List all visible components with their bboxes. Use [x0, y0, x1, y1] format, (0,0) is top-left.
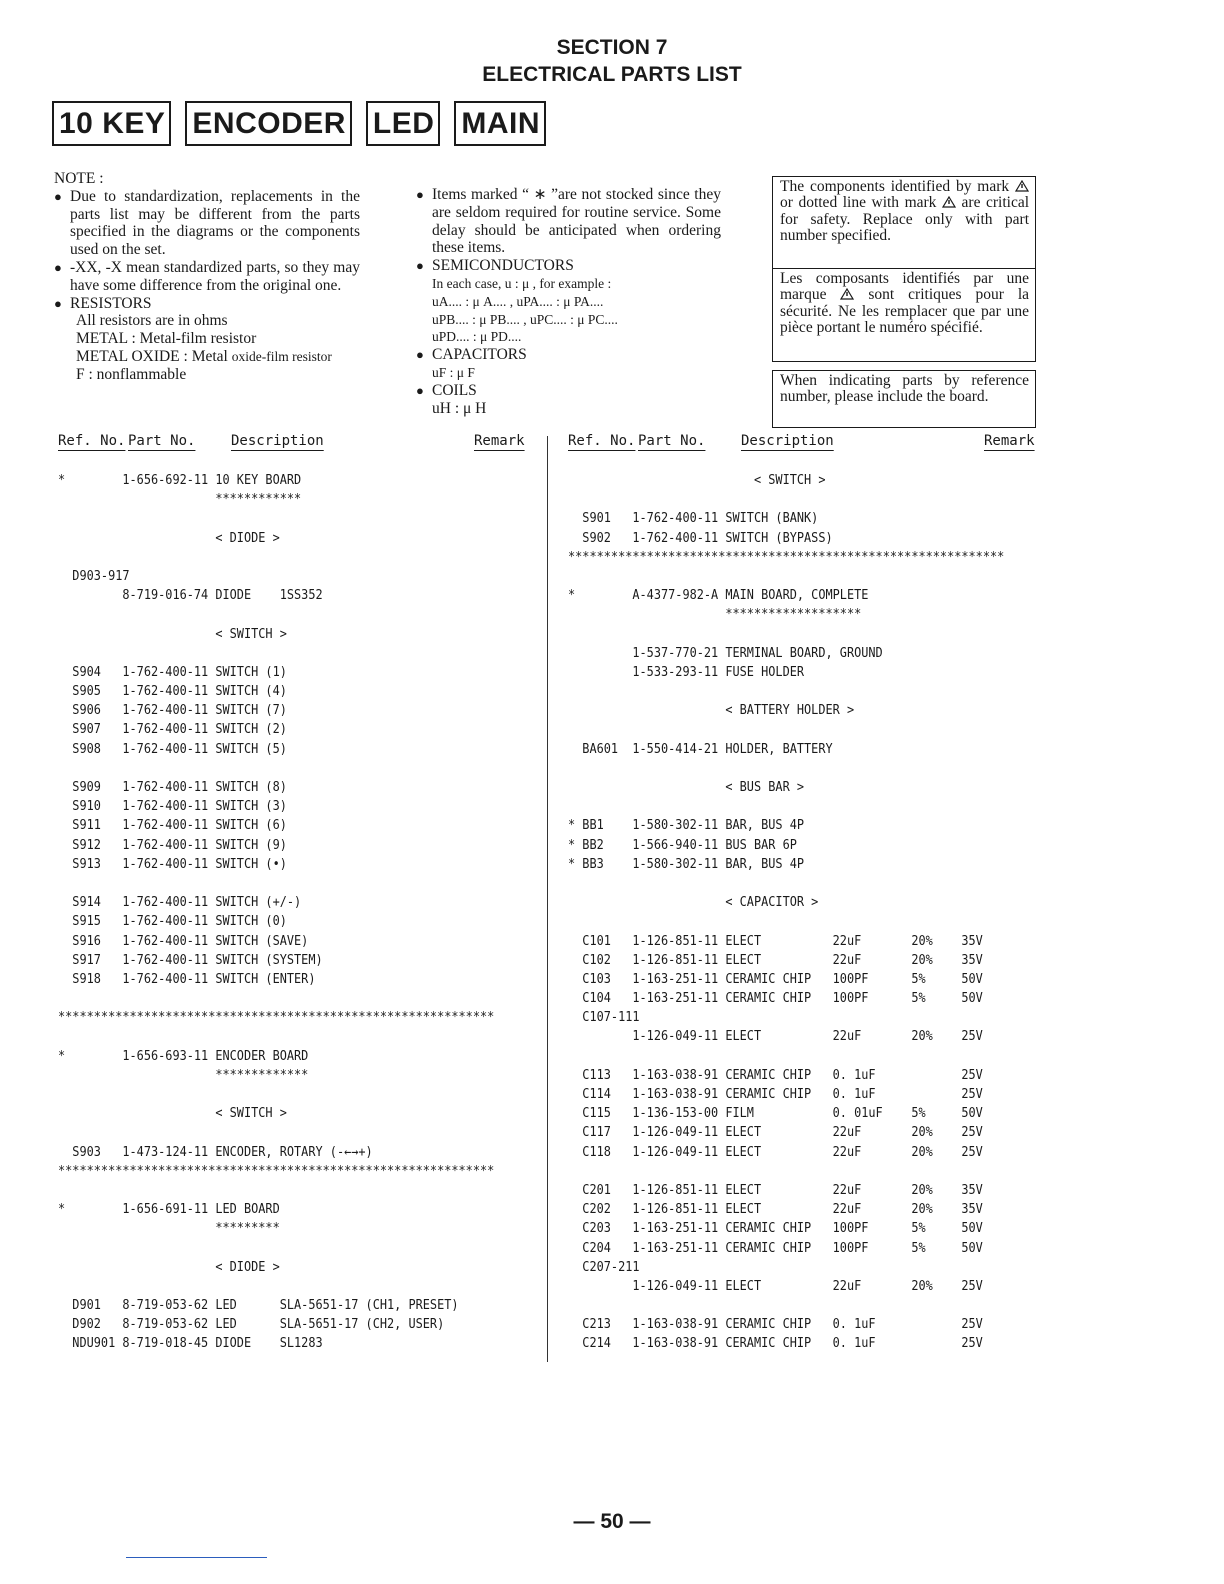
parts-row: C203 1-163-251-11 CERAMIC CHIP 100PF 5% 50V: [568, 1220, 983, 1237]
parts-row: S908 1-762-400-11 SWITCH (5): [58, 740, 287, 757]
parts-row: C118 1-126-049-11 ELECT 22uF 20% 25V: [568, 1143, 983, 1160]
parts-row: [568, 490, 1004, 509]
bullet-icon: ●: [54, 295, 62, 311]
right-header-part: Part No.: [638, 433, 706, 449]
parts-row: C107-111: [568, 1009, 640, 1026]
right-header-ref: Ref. No.: [568, 433, 636, 449]
reference-notice: When indicating parts by reference number, please include the board.: [772, 370, 1036, 428]
parts-row: *********: [58, 1220, 280, 1237]
parts-row: [568, 797, 1004, 816]
parts-row: * 1-656-692-11 10 KEY BOARD: [58, 472, 302, 488]
left-header-part: Part No.: [128, 433, 196, 449]
parts-row: [58, 759, 494, 778]
warning-triangle-icon: [942, 196, 956, 208]
board-tabs: [52, 101, 546, 146]
bullet-icon: ●: [416, 382, 424, 398]
parts-row: C102 1-126-851-11 ELECT 22uF 20% 35V: [568, 951, 983, 968]
parts-row: < SWITCH >: [568, 472, 826, 488]
note-semi-line-3: uPB.... : μ PB.... , uPC.... : μ PC....: [432, 311, 618, 327]
note-standardization: Due to standardization, replacements in the parts list may be different from the parts specified in the diagrams or the components used on the set.: [70, 187, 360, 259]
parts-row: S914 1-762-400-11 SWITCH (+/-): [58, 894, 302, 911]
parts-row: [568, 1296, 1004, 1315]
note-capacitors-heading: CAPACITORS: [432, 346, 527, 364]
parts-row: S915 1-762-400-11 SWITCH (0): [58, 913, 287, 930]
parts-row: S916 1-762-400-11 SWITCH (SAVE): [58, 932, 309, 949]
note-standardized-parts: -XX, -X mean standardized parts, so they may have some difference from the original one.: [70, 258, 360, 294]
parts-row: < BATTERY HOLDER >: [568, 702, 855, 719]
parts-row: 1-126-049-11 ELECT 22uF 20% 25V: [568, 1028, 983, 1045]
note-not-stocked: Items marked “ ∗ ”are not stocked since they are seldom required for routine service. Some delay should be anticipated when ordering these items.: [432, 186, 721, 257]
parts-row: S911 1-762-400-11 SWITCH (6): [58, 817, 287, 834]
parts-row: * 1-656-691-11 LED BOARD: [58, 1201, 280, 1218]
notes-middle: [416, 186, 721, 417]
parts-row: [568, 625, 1004, 644]
column-divider: [547, 436, 548, 1362]
parts-row: [58, 1085, 494, 1104]
right-header-remark: Remark: [984, 433, 1035, 449]
parts-row: [58, 1181, 494, 1200]
safety-notice-en: The components identified by mark or dotted line with mark are critical for safety. Replace only with part number specified.: [772, 176, 1036, 269]
parts-row: S901 1-762-400-11 SWITCH (BANK): [568, 510, 819, 527]
tab-led: LED: [366, 101, 441, 146]
parts-row: [568, 759, 1004, 778]
bullet-icon: ●: [416, 258, 424, 274]
note-coils-unit: uH : μ H: [432, 399, 487, 417]
left-header-remark: Remark: [474, 433, 525, 449]
parts-row: *************************************************************: [568, 548, 1005, 565]
parts-row: [58, 548, 494, 567]
parts-list-left: [58, 471, 494, 1354]
note-resistors-oxide: METAL OXIDE : Metal oxide-film resistor: [76, 347, 332, 365]
parts-row: [568, 682, 1004, 701]
parts-row: 8-719-016-74 DIODE 1SS352: [58, 587, 323, 604]
note-capacitors-unit: uF : μ F: [432, 364, 475, 380]
page-number: — 50 —: [573, 1510, 651, 1533]
parts-row: [58, 874, 494, 893]
warning-triangle-icon: [1015, 180, 1029, 192]
link-underline: [126, 1557, 267, 1558]
parts-row: [568, 874, 1004, 893]
parts-row: 1-537-770-21 TERMINAL BOARD, GROUND: [568, 644, 883, 661]
parts-row: S904 1-762-400-11 SWITCH (1): [58, 663, 287, 680]
parts-row: C202 1-126-851-11 ELECT 22uF 20% 35V: [568, 1201, 983, 1218]
parts-row: D902 8-719-053-62 LED SLA-5651-17 (CH2, USER): [58, 1316, 445, 1333]
parts-row: [568, 567, 1004, 586]
parts-row: S917 1-762-400-11 SWITCH (SYSTEM): [58, 951, 323, 968]
parts-row: 1-533-293-11 FUSE HOLDER: [568, 663, 805, 680]
parts-row: S907 1-762-400-11 SWITCH (2): [58, 721, 287, 738]
parts-row: *************************************************************: [58, 1009, 495, 1026]
parts-row: *************************************************************: [58, 1162, 495, 1179]
parts-row: [568, 912, 1004, 931]
tab-encoder: ENCODER: [185, 101, 352, 146]
left-header-description: Description: [231, 433, 324, 449]
notes-left: [54, 170, 360, 384]
bullet-icon: ●: [54, 188, 62, 204]
parts-row: < BUS BAR >: [568, 779, 805, 795]
parts-row: [58, 1239, 494, 1258]
parts-row: * A-4377-982-A MAIN BOARD, COMPLETE: [568, 587, 869, 604]
parts-row: NDU901 8-719-018-45 DIODE SL1283: [58, 1335, 323, 1352]
bullet-icon: ●: [416, 347, 424, 363]
note-heading: NOTE :: [54, 170, 104, 187]
parts-row: S905 1-762-400-11 SWITCH (4): [58, 683, 287, 700]
parts-row: < DIODE >: [58, 1258, 280, 1275]
parts-row: *************: [58, 1066, 309, 1083]
parts-row: S918 1-762-400-11 SWITCH (ENTER): [58, 970, 316, 987]
tab-10-key: 10 KEY: [52, 101, 171, 146]
parts-row: S903 1-473-124-11 ENCODER, ROTARY (-←→+): [58, 1143, 373, 1160]
parts-row: [58, 1277, 494, 1296]
parts-row: C113 1-163-038-91 CERAMIC CHIP 0. 1uF 25V: [568, 1066, 983, 1083]
parts-row: * BB2 1-566-940-11 BUS BAR 6P: [568, 836, 797, 853]
parts-row: [58, 1027, 494, 1046]
note-semi-line-4: uPD.... : μ PD....: [432, 329, 522, 345]
parts-row: C104 1-163-251-11 CERAMIC CHIP 100PF 5% 50V: [568, 990, 983, 1007]
parts-row: C114 1-163-038-91 CERAMIC CHIP 0. 1uF 25V: [568, 1086, 983, 1102]
parts-row: ************: [58, 491, 302, 508]
parts-row: BA601 1-550-414-21 HOLDER, BATTERY: [568, 740, 833, 757]
page-title: ELECTRICAL PARTS LIST: [482, 63, 742, 86]
parts-row: S902 1-762-400-11 SWITCH (BYPASS): [568, 529, 833, 546]
parts-row: *******************: [568, 606, 862, 623]
parts-row: C201 1-126-851-11 ELECT 22uF 20% 35V: [568, 1181, 983, 1198]
parts-row: S913 1-762-400-11 SWITCH (•): [58, 855, 287, 872]
parts-row: C214 1-163-038-91 CERAMIC CHIP 0. 1uF 25V: [568, 1335, 983, 1352]
note-semiconductors-heading: SEMICONDUCTORS: [432, 257, 574, 275]
parts-row: [568, 1047, 1004, 1066]
warning-triangle-icon: [840, 288, 854, 300]
parts-row: C103 1-163-251-11 CERAMIC CHIP 100PF 5% 50V: [568, 970, 983, 987]
parts-list-right: [568, 471, 1004, 1354]
parts-row: < DIODE >: [58, 529, 280, 546]
tab-main: MAIN: [454, 101, 546, 146]
parts-row: S910 1-762-400-11 SWITCH (3): [58, 798, 287, 815]
left-header-ref: Ref. No.: [58, 433, 126, 449]
safety-notice-fr: Les composants identifiés par une marque sont critiques pour la sécurité. Ne les remplacer que par une pièce portant le numéro spécifié.: [772, 268, 1036, 362]
parts-row: [58, 605, 494, 624]
parts-row: C207-211: [568, 1258, 640, 1275]
parts-row: C204 1-163-251-11 CERAMIC CHIP 100PF 5% 50V: [568, 1239, 983, 1256]
note-resistors-metal: METAL : Metal-film resistor: [76, 330, 257, 348]
parts-row: [58, 989, 494, 1008]
parts-row: [568, 720, 1004, 739]
parts-row: * BB3 1-580-302-11 BAR, BUS 4P: [568, 855, 805, 872]
parts-row: [58, 644, 494, 663]
parts-row: C213 1-163-038-91 CERAMIC CHIP 0. 1uF 25V: [568, 1316, 983, 1333]
parts-row: < CAPACITOR >: [568, 894, 819, 911]
right-header-description: Description: [741, 433, 834, 449]
note-resistors-nonflammable: F : nonflammable: [76, 365, 187, 383]
note-semi-line-2: uA.... : μ A.... , uPA.... : μ PA....: [432, 293, 604, 309]
parts-row: < SWITCH >: [58, 1105, 287, 1122]
bullet-icon: ●: [416, 187, 424, 202]
parts-row: [58, 509, 494, 528]
note-resistors-heading: RESISTORS: [70, 294, 152, 312]
parts-row: C101 1-126-851-11 ELECT 22uF 20% 35V: [568, 932, 983, 949]
parts-row: S912 1-762-400-11 SWITCH (9): [58, 836, 287, 853]
note-coils-heading: COILS: [432, 381, 477, 399]
parts-row: D903-917: [58, 567, 130, 584]
note-resistors-ohms: All resistors are in ohms: [76, 312, 228, 330]
parts-row: [58, 1123, 494, 1142]
parts-row: < SWITCH >: [58, 625, 287, 642]
note-semi-line-1: In each case, u : μ , for example :: [432, 275, 612, 291]
section-number: SECTION 7: [556, 36, 668, 59]
parts-row: C115 1-136-153-00 FILM 0. 01uF 5% 50V: [568, 1105, 983, 1122]
parts-row: * 1-656-693-11 ENCODER BOARD: [58, 1047, 309, 1064]
parts-row: S906 1-762-400-11 SWITCH (7): [58, 702, 287, 719]
parts-row: S909 1-762-400-11 SWITCH (8): [58, 779, 287, 795]
parts-row: 1-126-049-11 ELECT 22uF 20% 25V: [568, 1277, 983, 1294]
bullet-icon: ●: [54, 259, 62, 275]
parts-row: * BB1 1-580-302-11 BAR, BUS 4P: [568, 817, 805, 834]
parts-row: [568, 1162, 1004, 1181]
parts-row: D901 8-719-053-62 LED SLA-5651-17 (CH1, PRESET): [58, 1297, 459, 1314]
parts-row: C117 1-126-049-11 ELECT 22uF 20% 25V: [568, 1124, 983, 1141]
